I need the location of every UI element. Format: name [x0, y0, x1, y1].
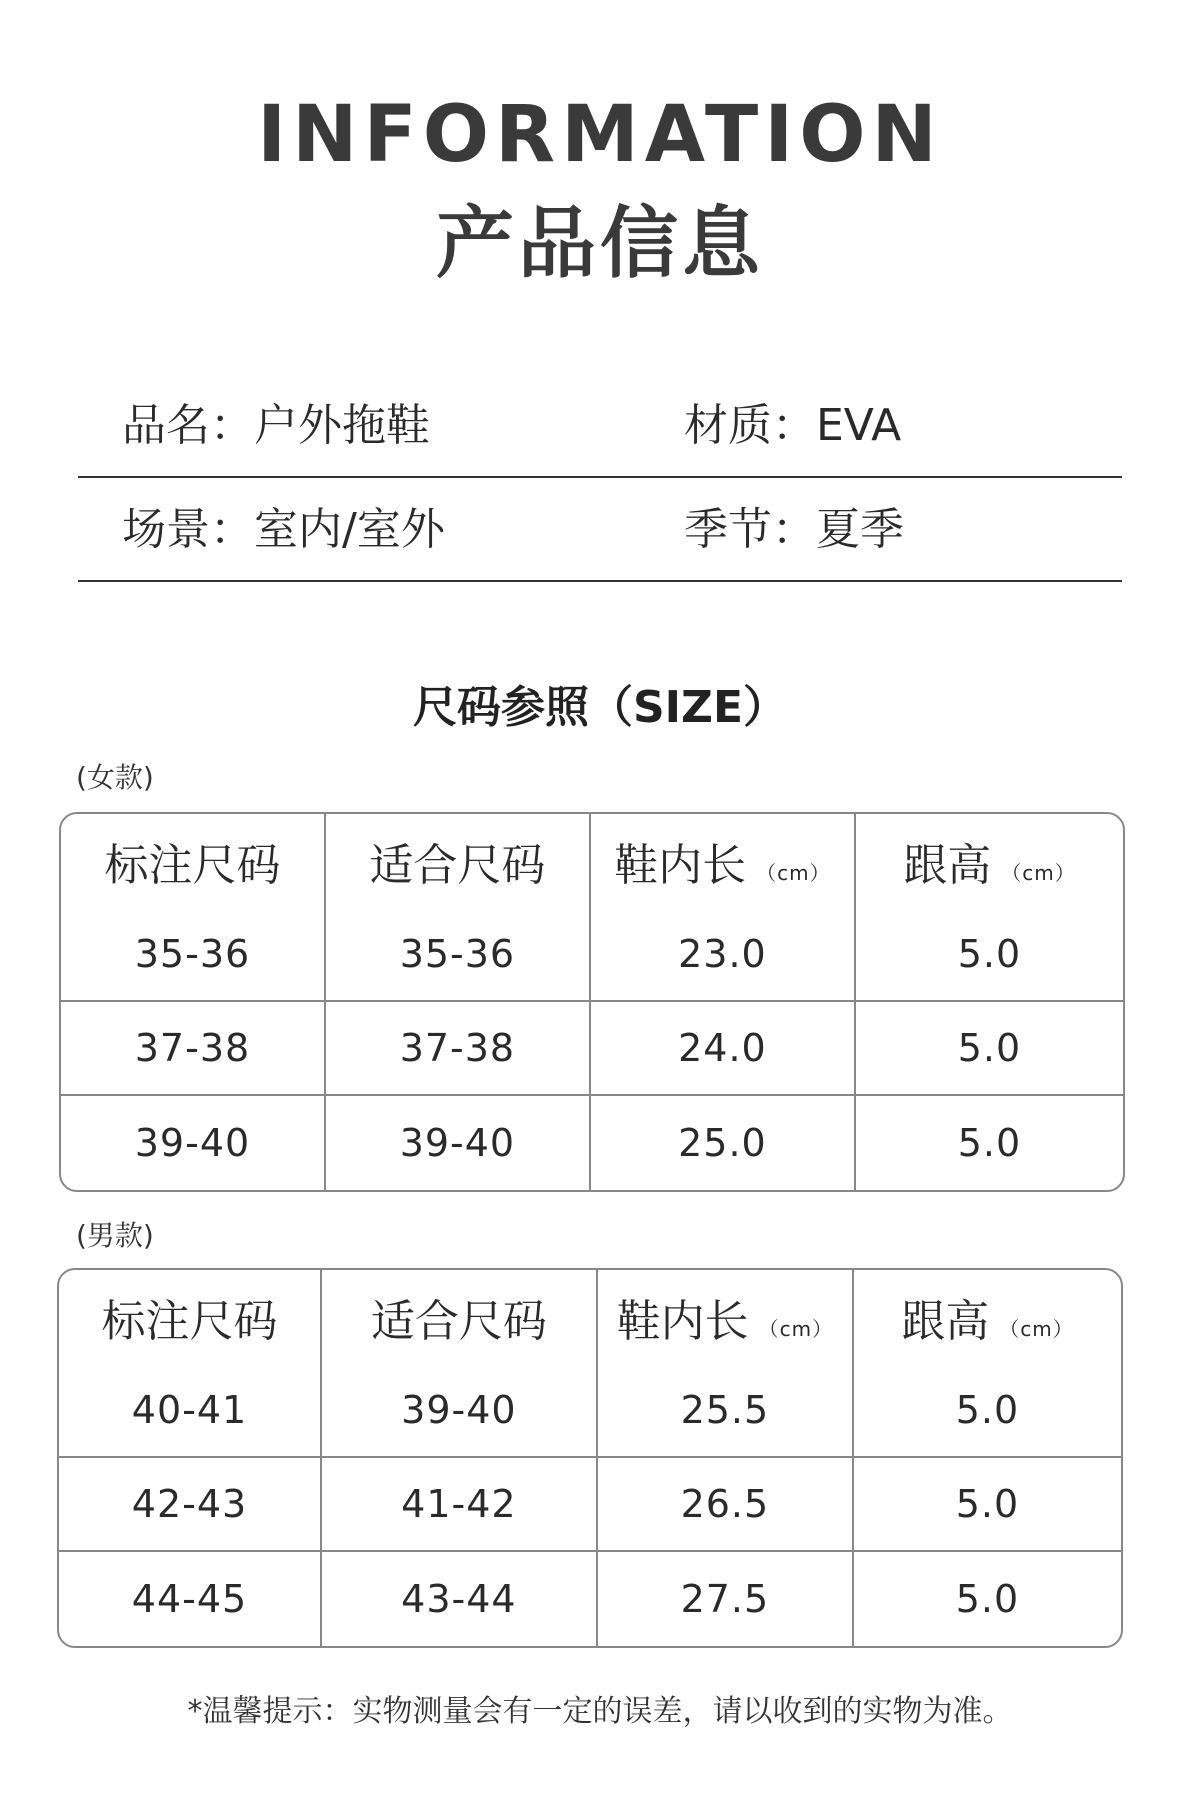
table-cell: 25.0 [591, 1096, 856, 1190]
col-header-label: 标注尺码 [104, 840, 281, 891]
table-header-row [61, 814, 1123, 908]
table-cell: 27.5 [598, 1552, 854, 1646]
col-header-marked-size [61, 814, 326, 908]
col-header-heel-height [856, 814, 1123, 908]
table-cell: 23.0 [591, 908, 856, 1002]
table-row [61, 1002, 1123, 1096]
table-cell: 25.5 [598, 1364, 854, 1458]
col-header-label: 鞋内长 [614, 840, 747, 891]
footnote: *温馨提示：实物测量会有一定的误差，请以收到的实物为准。 [187, 1694, 1013, 1729]
table-row [59, 1458, 1121, 1552]
table-row [61, 1096, 1123, 1190]
col-header-unit: （cm） [758, 1317, 834, 1341]
col-header-label: 鞋内长 [616, 1296, 749, 1347]
women-size-label: (女款) [76, 761, 154, 794]
table-cell: 37-38 [326, 1002, 591, 1096]
size-heading: 尺码参照（SIZE） [412, 682, 788, 733]
col-header-label: 适合尺码 [370, 1296, 547, 1347]
col-header-unit: （cm） [756, 861, 831, 885]
table-cell: 5.0 [957, 1121, 1022, 1165]
table-cell: 24.0 [591, 1002, 856, 1096]
table-cell: 35-36 [326, 908, 591, 1002]
table-cell: 35-36 [61, 908, 326, 1002]
col-header-label: 跟高 [903, 840, 992, 891]
table-cell: 39-40 [326, 1096, 591, 1190]
table-header-row [59, 1270, 1121, 1364]
table-cell: 40-41 [59, 1364, 322, 1458]
table-cell: 5.0 [955, 1577, 1020, 1621]
table-cell: 26.5 [598, 1458, 854, 1552]
info-season: 季节：夏季 [684, 504, 904, 555]
col-header-label: 标注尺码 [101, 1296, 278, 1347]
title-cn: 产品信息 [435, 199, 764, 289]
table-cell: 5.0 [854, 1364, 1121, 1458]
col-header-fit-size [322, 1270, 598, 1364]
table-cell: 5.0 [856, 1002, 1123, 1096]
col-header-fit-size [326, 814, 591, 908]
table-cell: 43-44 [322, 1552, 598, 1646]
table-cell: 42-43 [59, 1458, 322, 1552]
table-row [61, 908, 1123, 1002]
women-size-table [59, 812, 1125, 1192]
info-row [78, 478, 1122, 582]
title-en: INFORMATION [257, 90, 943, 180]
col-header-inner-length [598, 1270, 854, 1364]
men-size-label: (男款) [76, 1219, 154, 1252]
col-header-unit: （cm） [1001, 861, 1076, 885]
table-cell: 39-40 [61, 1096, 326, 1190]
col-header-unit: （cm） [999, 1317, 1074, 1341]
men-size-table [57, 1268, 1123, 1648]
table-cell: 39-40 [322, 1364, 598, 1458]
col-header-marked-size [59, 1270, 322, 1364]
info-product-name: 品名：户外拖鞋 [122, 400, 430, 451]
info-row [78, 374, 1122, 478]
col-header-heel-height [854, 1270, 1121, 1364]
table-cell: 41-42 [322, 1458, 598, 1552]
col-header-label: 跟高 [901, 1296, 990, 1347]
col-header-inner-length [591, 814, 856, 908]
table-row [59, 1552, 1121, 1646]
table-cell: 44-45 [59, 1552, 322, 1646]
col-header-label: 适合尺码 [369, 840, 546, 891]
table-cell: 37-38 [61, 1002, 326, 1096]
table-cell: 5.0 [856, 908, 1123, 1002]
table-row [59, 1364, 1121, 1458]
table-cell: 5.0 [854, 1458, 1121, 1552]
info-scene: 场景：室内/室外 [122, 504, 445, 555]
info-material: 材质：EVA [684, 400, 902, 451]
